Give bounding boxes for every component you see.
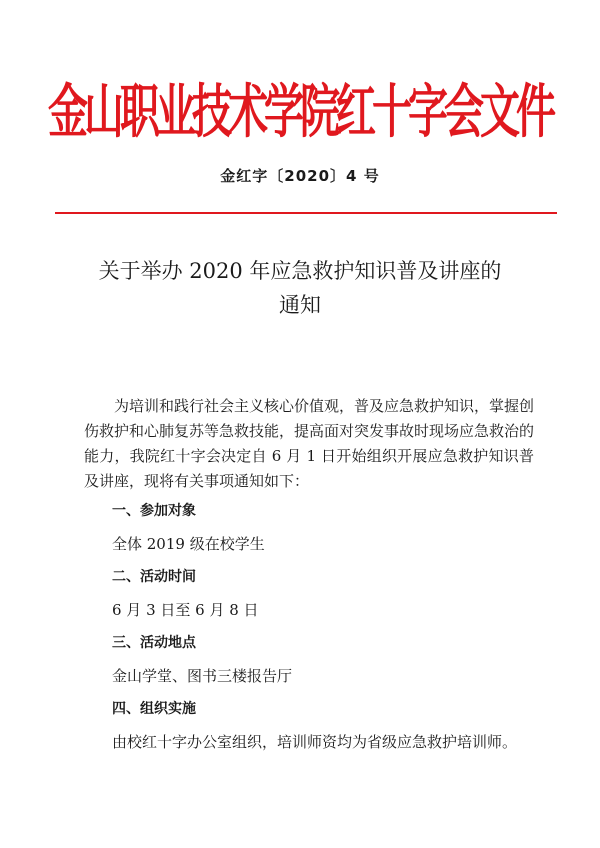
section-heading-location: 三、活动地点 [112,635,196,651]
section-content-location: 金山学堂、图书三楼报告厅 [112,667,293,685]
section-heading-time: 二、活动时间 [112,569,196,585]
notice-title-line-2: 通知 [279,293,321,317]
document-header-title: 金山职业技术学院红十字会文件 [48,79,552,147]
section-content-participants: 全体 2019 级在校学生 [112,535,265,553]
section-heading-participants: 一、参加对象 [112,503,196,519]
section-heading-organization: 四、组织实施 [112,701,196,717]
header-divider [55,212,557,214]
section-content-organization: 由校红十字办公室组织，培训师资均为省级应急救护培训师。 [112,733,518,751]
notice-title-line-1: 关于举办 2020 年应急救护知识普及讲座的 [98,259,502,283]
intro-paragraph: 为培训和践行社会主义核心价值观，普及应急救护知识，掌握创伤救护和心肺复苏等急救技能，提高面对突发事故时现场应急救治的能力，我院红十字会决定自 6 月 1 日开始组织开展应急救护知识普及讲座，现将有关事项通知如下： [84,397,535,490]
document-number: 金红字〔2020〕4 号 [220,167,380,185]
section-content-time: 6 月 3 日至 6 月 8 日 [112,601,259,619]
notice-title [60,254,540,322]
